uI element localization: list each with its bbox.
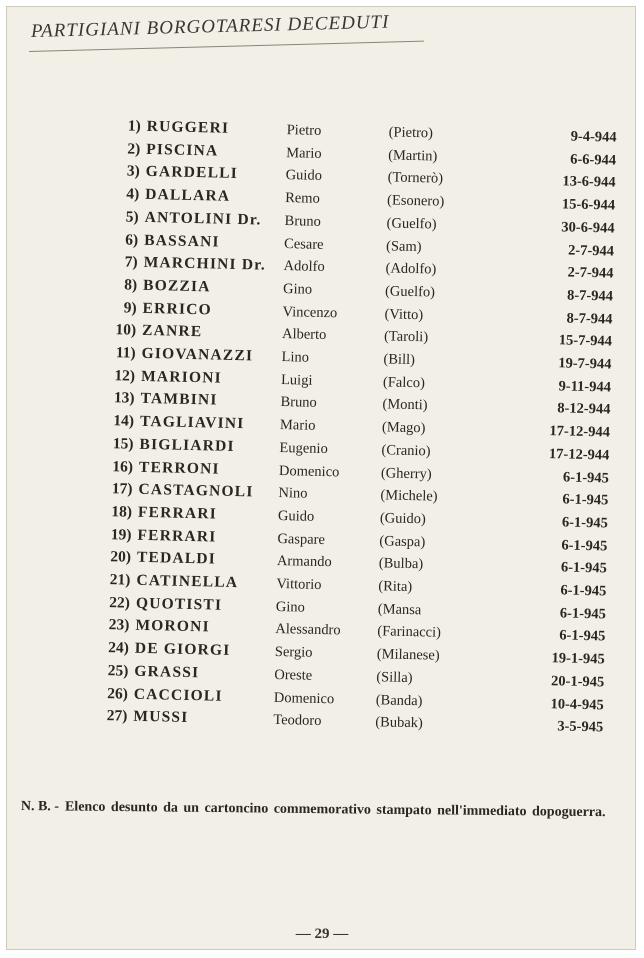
entry-surname: TEDALDI (136, 549, 217, 568)
entry-date: 8-7-944 (566, 310, 613, 328)
entry-number: 23) (108, 616, 130, 635)
entry-number: 27) (106, 707, 128, 725)
entry-given-name: Vincenzo (282, 303, 338, 321)
entry-alias: (Monti) (382, 396, 428, 414)
entry-given-name: Bruno (280, 394, 317, 412)
entry-date: 6-6-944 (570, 151, 617, 169)
entry-surname: CASTAGNOLI (138, 481, 254, 501)
entry-date: 19-7-944 (558, 355, 612, 373)
entry-number: 21) (109, 571, 131, 589)
footnote (21, 795, 627, 825)
entry-alias: (Taroli) (383, 328, 429, 346)
entry-number: 8) (124, 276, 138, 294)
entry-alias: (Guelfo) (386, 215, 437, 233)
entry-alias: (Guelfo) (384, 283, 436, 301)
entry-number: 14) (113, 412, 135, 430)
entry-given-name: Gino (275, 598, 306, 616)
entry-date: 17-12-944 (549, 423, 611, 441)
entry-surname: FERRARI (137, 526, 217, 546)
entry-given-name: Nino (278, 485, 308, 502)
entry-surname: GRASSI (134, 662, 200, 682)
entry-date: 2-7-944 (567, 264, 614, 282)
entry-number: 15) (112, 435, 134, 453)
entry-surname: TERRONI (138, 458, 220, 478)
entry-surname: MARCHINI Dr. (143, 254, 267, 274)
entry-alias: (Mansa (377, 600, 422, 618)
entry-number: 25) (107, 661, 129, 680)
entry-date: 19-1-945 (551, 650, 605, 668)
entry-surname: TAMBINI (140, 390, 218, 409)
entry-given-name: Cesare (283, 235, 324, 253)
entry-surname: MARIONI (140, 367, 222, 387)
entry-alias: (Sam) (385, 237, 422, 255)
entry-surname: RUGGERI (146, 117, 230, 137)
entry-given-name: Oreste (274, 666, 313, 684)
entry-alias: (Bill) (383, 351, 416, 369)
entry-date: 2-7-944 (567, 241, 615, 260)
entry-surname: PISCINA (146, 140, 219, 160)
entry-number: 4) (126, 185, 140, 203)
entry-surname: BIGLIARDI (139, 435, 235, 455)
entry-given-name: Adolfo (283, 258, 325, 276)
entry-number: 12) (114, 366, 136, 385)
entry-alias: (Esonero) (386, 192, 445, 210)
entry-date: 8-7-944 (566, 287, 614, 305)
entry-surname: ERRICO (142, 299, 213, 319)
entry-number: 16) (112, 457, 134, 476)
entry-number: 6) (125, 230, 139, 249)
entry-date: 15-6-944 (561, 196, 616, 214)
entry-number: 5) (125, 208, 139, 226)
entry-alias: (Martin) (387, 147, 438, 165)
entry-given-name: Pietro (286, 122, 322, 139)
entry-number: 10) (115, 321, 137, 340)
header-rule (29, 41, 424, 52)
entry-surname: BOZZIA (142, 276, 211, 296)
entry-given-name: Mario (286, 144, 322, 162)
entry-surname: CACCIOLI (133, 685, 223, 705)
entry-date: 6-1-945 (559, 605, 606, 623)
entry-date: 9-11-944 (558, 378, 612, 396)
entry-alias: (Banda) (375, 691, 423, 709)
entry-given-name: Alessandro (275, 621, 341, 639)
entry-date: 17-12-944 (548, 445, 610, 464)
entry-date: 6-1-945 (560, 582, 607, 600)
entry-date: 13-6-944 (562, 173, 616, 191)
entry-date: 6-1-945 (559, 627, 606, 645)
entry-number: 20) (110, 548, 132, 566)
entry-alias: (Rita) (378, 578, 413, 596)
entry-number: 17) (111, 480, 133, 498)
entry-alias: (Milanese) (376, 646, 440, 664)
entry-number: 19) (110, 525, 132, 544)
entry-number: 9) (123, 299, 137, 317)
entry-surname: QUOTISTI (135, 594, 223, 614)
entry-number: 3) (126, 162, 140, 181)
entry-given-name: Lino (281, 349, 310, 366)
entry-alias: (Gherry) (380, 464, 432, 482)
entry-given-name: Remo (284, 190, 320, 207)
entry-surname: MUSSI (133, 707, 189, 727)
entry-given-name: Luigi (280, 371, 313, 389)
entry-surname: TAGLIAVINI (139, 412, 245, 433)
entry-surname: GARDELLI (145, 163, 239, 183)
entry-alias: (Tornerò) (387, 169, 444, 188)
page-number: — 29 — (295, 926, 349, 942)
entry-given-name: Armando (276, 553, 332, 571)
entry-date: 15-7-944 (558, 332, 613, 350)
entry-date: 9-4-944 (570, 128, 617, 146)
entry-given-name: Bruno (284, 212, 322, 230)
entry-date: 6-1-945 (560, 559, 608, 577)
footnote-label: N. B. - (20, 798, 60, 815)
entry-alias: (Bulba) (378, 555, 424, 573)
entry-number: 22) (109, 593, 131, 612)
entry-number: 11) (115, 344, 136, 362)
entry-alias: (Farinacci) (377, 623, 442, 642)
entry-date: 6-1-945 (561, 537, 608, 555)
entry-date: 20-1-945 (550, 673, 605, 691)
entry-alias: (Cranio) (381, 442, 431, 460)
entry-alias: (Bubak) (375, 714, 423, 732)
entry-number: 2) (127, 140, 141, 158)
entry-given-name: Guido (285, 167, 323, 185)
entry-date: 6-1-945 (561, 514, 609, 532)
entry-surname: CATINELLA (136, 571, 239, 592)
entry-alias: (Falco) (382, 374, 426, 391)
entry-given-name: Gaspare (277, 530, 326, 548)
partisan-list (93, 115, 627, 737)
entry-date: 8-12-944 (557, 400, 611, 418)
entry-given-name: Vittorio (276, 575, 322, 593)
entry-number: 18) (111, 503, 133, 521)
entry-alias: (Silla) (376, 669, 413, 686)
entry-alias: (Pietro) (388, 124, 434, 142)
entry-alias: (Guido) (379, 510, 427, 528)
entry-surname: DALLARA (145, 185, 231, 205)
entry-alias: (Michele) (380, 487, 438, 505)
entry-given-name: Gino (282, 280, 313, 298)
entry-surname: FERRARI (137, 503, 218, 523)
document-page (6, 6, 636, 950)
entry-given-name: Mario (279, 417, 316, 434)
entry-surname: ZANRE (141, 322, 203, 341)
entry-surname: BASSANI (143, 231, 220, 251)
entry-date: 3-5-945 (557, 718, 604, 736)
entry-surname: ANTOLINI Dr. (144, 208, 262, 229)
entry-given-name: Teodoro (273, 712, 322, 730)
entry-alias: (Gaspa) (379, 532, 426, 550)
entry-alias: (Vitto) (384, 305, 424, 323)
entry-number: 24) (108, 639, 130, 657)
entry-number: 13) (113, 389, 135, 408)
entry-date: 30-6-944 (561, 219, 615, 237)
entry-date: 6-1-945 (562, 468, 610, 486)
entry-number: 1) (127, 117, 141, 135)
entry-given-name: Domenico (278, 462, 340, 480)
entry-given-name: Domenico (273, 689, 335, 707)
page-header-title: PARTIGIANI BORGOTARESI DECEDUTI (30, 11, 390, 42)
entry-alias: (Mago) (381, 419, 426, 437)
entry-surname: MORONI (135, 617, 210, 636)
entry-number: 26) (107, 684, 129, 703)
entry-surname: DE GIORGI (134, 639, 231, 660)
entry-alias: (Adolfo) (385, 260, 437, 278)
entry-surname: GIOVANAZZI (141, 344, 254, 365)
footnote-text: Elenco desunto da un cartoncino commemorativo stampato nell'immediato dopoguerra. (64, 799, 606, 821)
entry-date: 6-1-945 (562, 491, 609, 509)
entry-given-name: Sergio (274, 644, 313, 661)
entry-given-name: Alberto (281, 326, 327, 344)
entry-given-name: Guido (277, 507, 315, 525)
entry-date: 10-4-945 (550, 695, 604, 713)
entry-given-name: Eugenio (279, 439, 328, 457)
entry-number: 7) (124, 253, 138, 271)
